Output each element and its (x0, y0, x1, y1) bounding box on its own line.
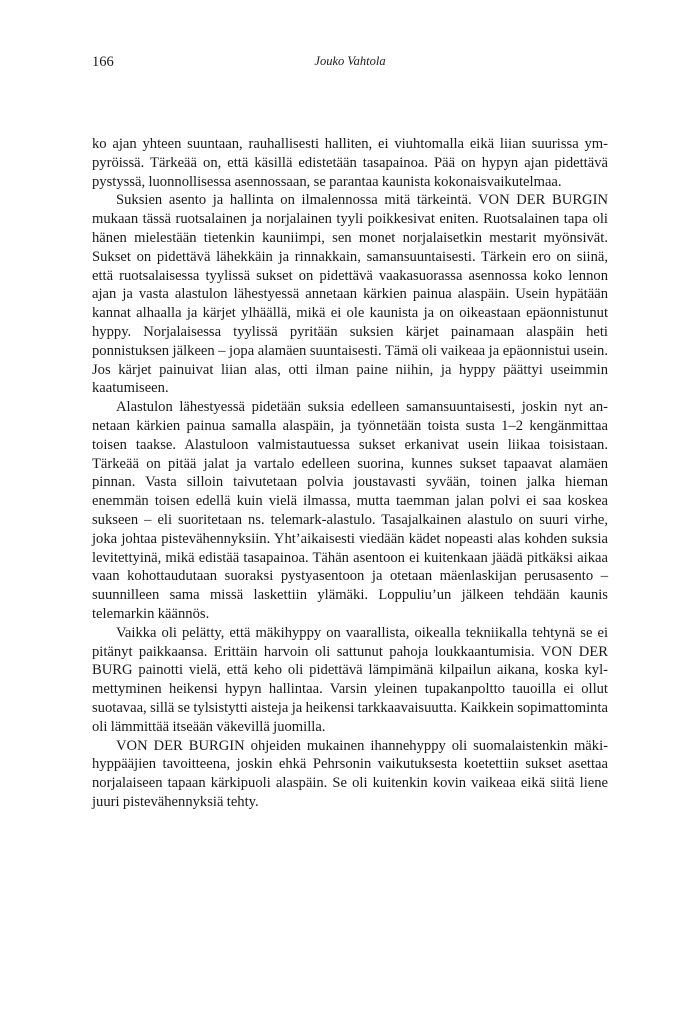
page-number: 166 (92, 54, 114, 70)
page-header (92, 54, 608, 74)
paragraph-ski-position: Suksien asento ja hallinta on ilmalennossa mitä tärkeintä. VON DER BURGIN mukaan tässä ruotsalainen ja norjalainen tyyli poikkesivat eniten. Ruotsalainen tapa oli hänen mielestään tietenkin kauniimpi, sen monet norjalaisetkin mestarit myönsivät. Sukset on pidettävä lähekkäin ja rinnakkain, samansuuntaisesti. Tärkein ero on siinä, että ruotsalaisessa tyylissä sukset on pidettävä vaakasuorassa asennossa koko lennon ajan ja vasta alastulon lähestyessä annetaan kärkien painua alaspäin. Usein hypätään kannat alhaalla ja kärjet ylhäällä, mikä ei ole kaunista ja on oikeastaan epäonnistunut hyppy. Norjalaisessa tyylissä pyritään suksien kärjet painamaan alaspäin heti ponnistuksen jälkeen – jopa alamäen suuntaisesti. Tämä oli vaikeaa ja epäonnistui usein. Jos kärjet painuivat liian alas, otti ilman paine niihin, ja hyppy päättyi useimmin kaatumiseen. (92, 192, 608, 397)
page-body (92, 135, 608, 812)
running-head-author: Jouko Vahtola (314, 54, 386, 68)
paragraph-safety: Vaikka oli pelätty, että mäkihyppy on vaarallista, oikealla tekniikalla tehtynä se ei pitänyt paikkaansa. Erittäin harvoin oli sattunut pahoja loukkaantumisia. VON DER BURG painotti vielä, että keho oli pidettävä lämpimänä kilpailun aikana, koska kylmettyminen heikensi hypyn hallintaa. Varsin yleinen tupakanpoltto tauoilla ei ollut suotavaa, sillä se tylsistytti aisteja ja heikensi tarkkaavaisuutta. Kaikkein sopimattominta oli lämmittää itseään väkevillä juomilla. (92, 624, 608, 735)
paragraph-ideal-jump: VON DER BURGIN ohjeiden mukainen ihannehyppy oli suomalaistenkin mäkihyppääjien tavoitteena, joskin ehkä Pehrsonin vaikutuksesta koetettiin sukset asettaa norjalaiseen tapaan kärkipuoli alaspäin. Se oli kuitenkin kovin vaikeaa eikä siitä liene juuri pistevähennyksiä tehty. (92, 737, 608, 810)
paragraph-landing: Alastulon lähestyessä pidetään suksia edelleen samansuuntaisesti, joskin nyt annetaan kärkien painua samalla alaspäin, ja työnnetään toista susta 1–2 kengänmittaa toisen taakse. Alastuloon valmistautuessa sukset erkanivat usein liikaa toisistaan. Tärkeää on pitää jalat ja vartalo edelleen suorina, kunnes sukset tapaavat alamäen pinnan. Vasta silloin taivutetaan polvia joustavasti syvään, toinen jalka hieman enemmän toisen edellä kuin vielä ilmassa, mutta taemman jalan polvi ei saa koskea sukseen – eli suoritetaan ns. telemark-alastulo. Tasajalkainen alastulo on suuri virhe, joka johtaa pistevähennyksiin. Yht’aikaisesti viedään kädet nopeasti alas kohden suksia levitettyinä, mikä edistää tasapainoa. Tähän asentoon ei kuitenkaan jäädä pitkäksi aikaa vaan kohottaudutaan suoraksi pystyasentoon ja otetaan mäenlaskijan perusasento – suunnilleen sama missä laskettiin ylämäki. Loppuliu’un jälkeen tehdään kaunis telemarkin käännös. (92, 399, 608, 622)
paragraph-continuation: ko ajan yhteen suuntaan, rauhallisesti halliten, ei viuhtomalla eikä liian suurissa ympyröissä. Tärkeää on, että käsillä edistetään tasapainoa. Pää on hypyn ajan pidettävä pystyssä, luonnollisessa asennossaan, se parantaa kaunista kokonaisvaikutelmaa. (92, 136, 608, 190)
